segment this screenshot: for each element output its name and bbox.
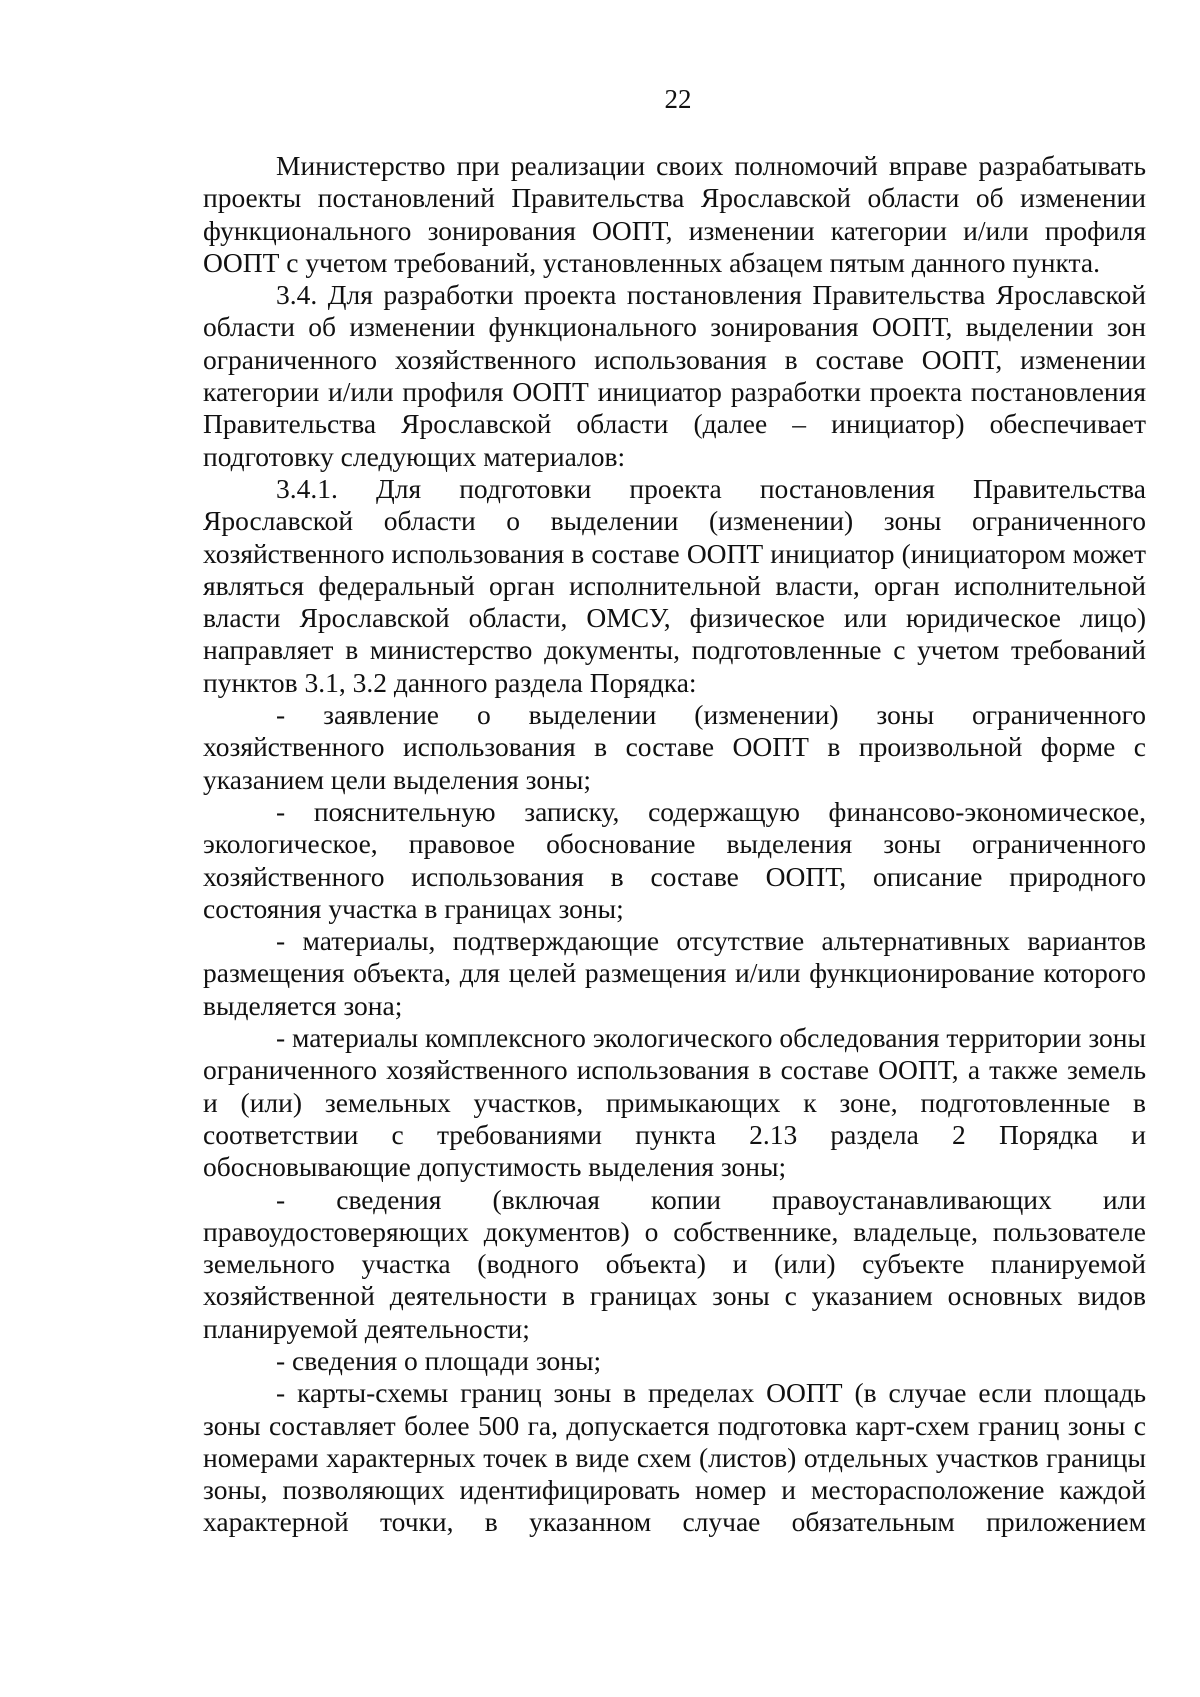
list-item-zone-area: - сведения о площади зоны; bbox=[276, 1344, 602, 1376]
page-number: 22 bbox=[664, 84, 692, 114]
list-item-ecological-survey: - материалы комплексного экологического обследования территории зоны ограниченного хозяйственного использования в составе ООПТ, а также земель и (или) земельных участков, примыкающих к зоне, подготовленные в соответствии с требованиями пункта 2.13 раздела 2 Порядка и обосновывающие допустимость выделения зоны; bbox=[203, 1022, 1146, 1183]
paragraph-3-4-1: 3.4.1. Для подготовки проекта постановления Правительства Ярославской области о выделении (изменении) зоны ограниченного хозяйственного использования в составе ООПТ инициатор (инициатором может являться федеральный орган исполнительной власти, орган исполнительной власти Ярославской области, ОМСУ, физическое или юридическое лицо) направляет в министерство документы, подготовленные с учетом требований пунктов 3.1, 3.2 данного раздела Порядка: bbox=[203, 472, 1146, 698]
paragraph-3-4: 3.4. Для разработки проекта постановления Правительства Ярославской области об изменении функционального зонирования ООПТ, выделении зон ограниченного хозяйственного использования в составе ООПТ, изменении категории и/или профиля ООПТ инициатор разработки проекта постановления Правительства Ярославской области (далее – инициатор) обеспечивает подготовку следующих материалов: bbox=[203, 279, 1146, 472]
list-item-application: - заявление о выделении (изменении) зоны ограниченного хозяйственного использования в составе ООПТ в произвольной форме с указанием цели выделения зоны; bbox=[203, 699, 1146, 795]
list-item-owner-info: - сведения (включая копии правоустанавливающих или правоудостоверяющих документов) о собственнике, владельце, пользователе земельного участка (водного объекта) и (или) субъекте планируемой хозяйственной деятельности в границах зоны с указанием основных видов планируемой деятельности; bbox=[203, 1183, 1146, 1344]
list-item-explanatory-note: - пояснительную записку, содержащую финансово-экономическое, экологическое, правовое обоснование выделения зоны ограниченного хозяйственного использования в составе ООПТ, описание природного состояния участка в границах зоны; bbox=[203, 795, 1146, 924]
paragraph-ministry-rights: Министерство при реализации своих полномочий вправе разрабатывать проекты постановлений Правительства Ярославской области об изменении функционального зонирования ООПТ, изменении категории и/или профиля ООПТ с учетом требований, установленных абзацем пятым данного пункта. bbox=[203, 150, 1146, 278]
list-item-alternatives: - материалы, подтверждающие отсутствие альтернативных вариантов размещения объекта, для целей размещения и/или функционирование которого выделяется зона; bbox=[203, 925, 1146, 1021]
document-body bbox=[203, 150, 1146, 1539]
list-item-boundary-maps: - карты-схемы границ зоны в пределах ООПТ (в случае если площадь зоны составляет более 500 га, допускается подготовка карт-схем границ зоны с номерами характерных точек в виде схем (листов) отдельных участков границы зоны, позволяющих идентифицировать номер и месторасположение каждой характерной точки, в указанном случае обязательным приложением bbox=[203, 1377, 1146, 1538]
